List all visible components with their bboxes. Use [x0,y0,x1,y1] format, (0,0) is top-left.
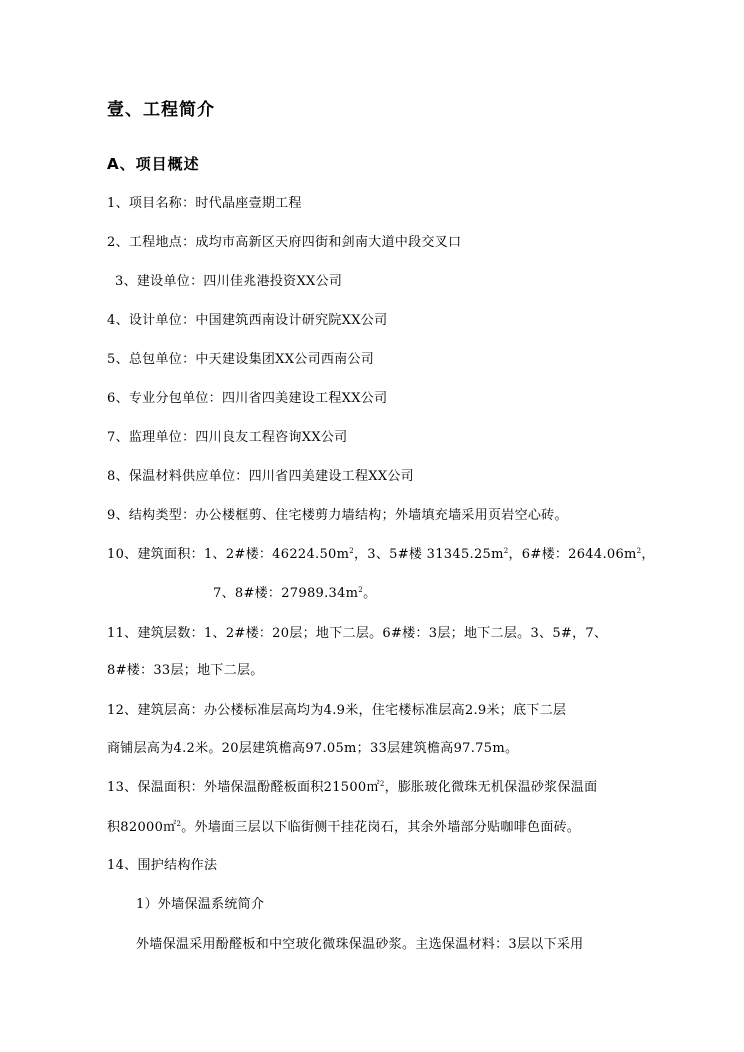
list-item-enclosure: 14、围护结构作法 [107,858,218,873]
list-item-subcontractor: 6、专业分包单位：四川省四美建设工程XX公司 [107,391,388,406]
list-item-structure-type: 9、结构类型：办公楼框剪、住宅楼剪力墙结构；外墙填充墙采用页岩空心砖。 [107,508,568,523]
list-item-insulation-area-cont: 积82000㎡$^2$。外墙面三层以下临街侧干挂花岗石，其余外墙部分贴咖啡色面砖。 [107,820,581,835]
list-item-floor-count-cont: 8#楼：33层；地下二层。 [107,663,264,678]
list-item-insulation-area: 13、保温面积：外墙保温酚醛板面积21500㎡$^2$，膨胀玻化微珠无机保温砂浆保温面 [107,780,598,795]
list-item-contractor: 5、总包单位：中天建设集团XX公司西南公司 [107,352,375,367]
list-item-building-area-cont: 7、8#楼：$27989.34m^2$。 [213,586,377,601]
list-item-floor-count: 11、建筑层数：1、2#楼：20层；地下二层。6#楼：3层；地下二层。3、5#，7、 [107,626,608,641]
list-item-designer: 4、设计单位：中国建筑西南设计研究院XX公司 [107,313,388,328]
list-item-project-name: 1、项目名称：时代晶座壹期工程 [107,196,302,211]
subsection-heading: A、项目概述 [107,155,200,173]
list-item-building-area: 10、建筑面积：1、2#楼：$46224.50m^2$，3、5#楼 $31345.25m^2$，6#楼：$2644.06m^2$， [107,547,655,562]
list-item-floor-height-cont: 商铺层高为4.2米。20层建筑檐高97.05m；33层建筑檐高97.75m。 [107,741,519,756]
list-item-supervisor: 7、监理单位：四川良友工程咨询XX公司 [107,430,348,445]
list-item-floor-height: 12、建筑层高：办公楼标准层高均为4.9米，住宅楼标准层高2.9米；底下二层 [107,703,567,718]
paragraph-wall-insulation: 外墙保温采用酚醛板和中空玻化微珠保温砂浆。主选保温材料：3层以下采用 [136,937,584,952]
list-item-owner: 3、建设单位：四川佳兆港投资XX公司 [115,274,343,289]
section-heading: 壹、工程简介 [107,100,215,120]
list-item-material-supplier: 8、保温材料供应单位：四川省四美建设工程XX公司 [107,469,414,484]
sub-item-wall-insulation: 1）外墙保温系统简介 [136,897,265,912]
list-item-location: 2、工程地点：成均市高新区天府四街和剑南大道中段交叉口 [107,235,462,250]
